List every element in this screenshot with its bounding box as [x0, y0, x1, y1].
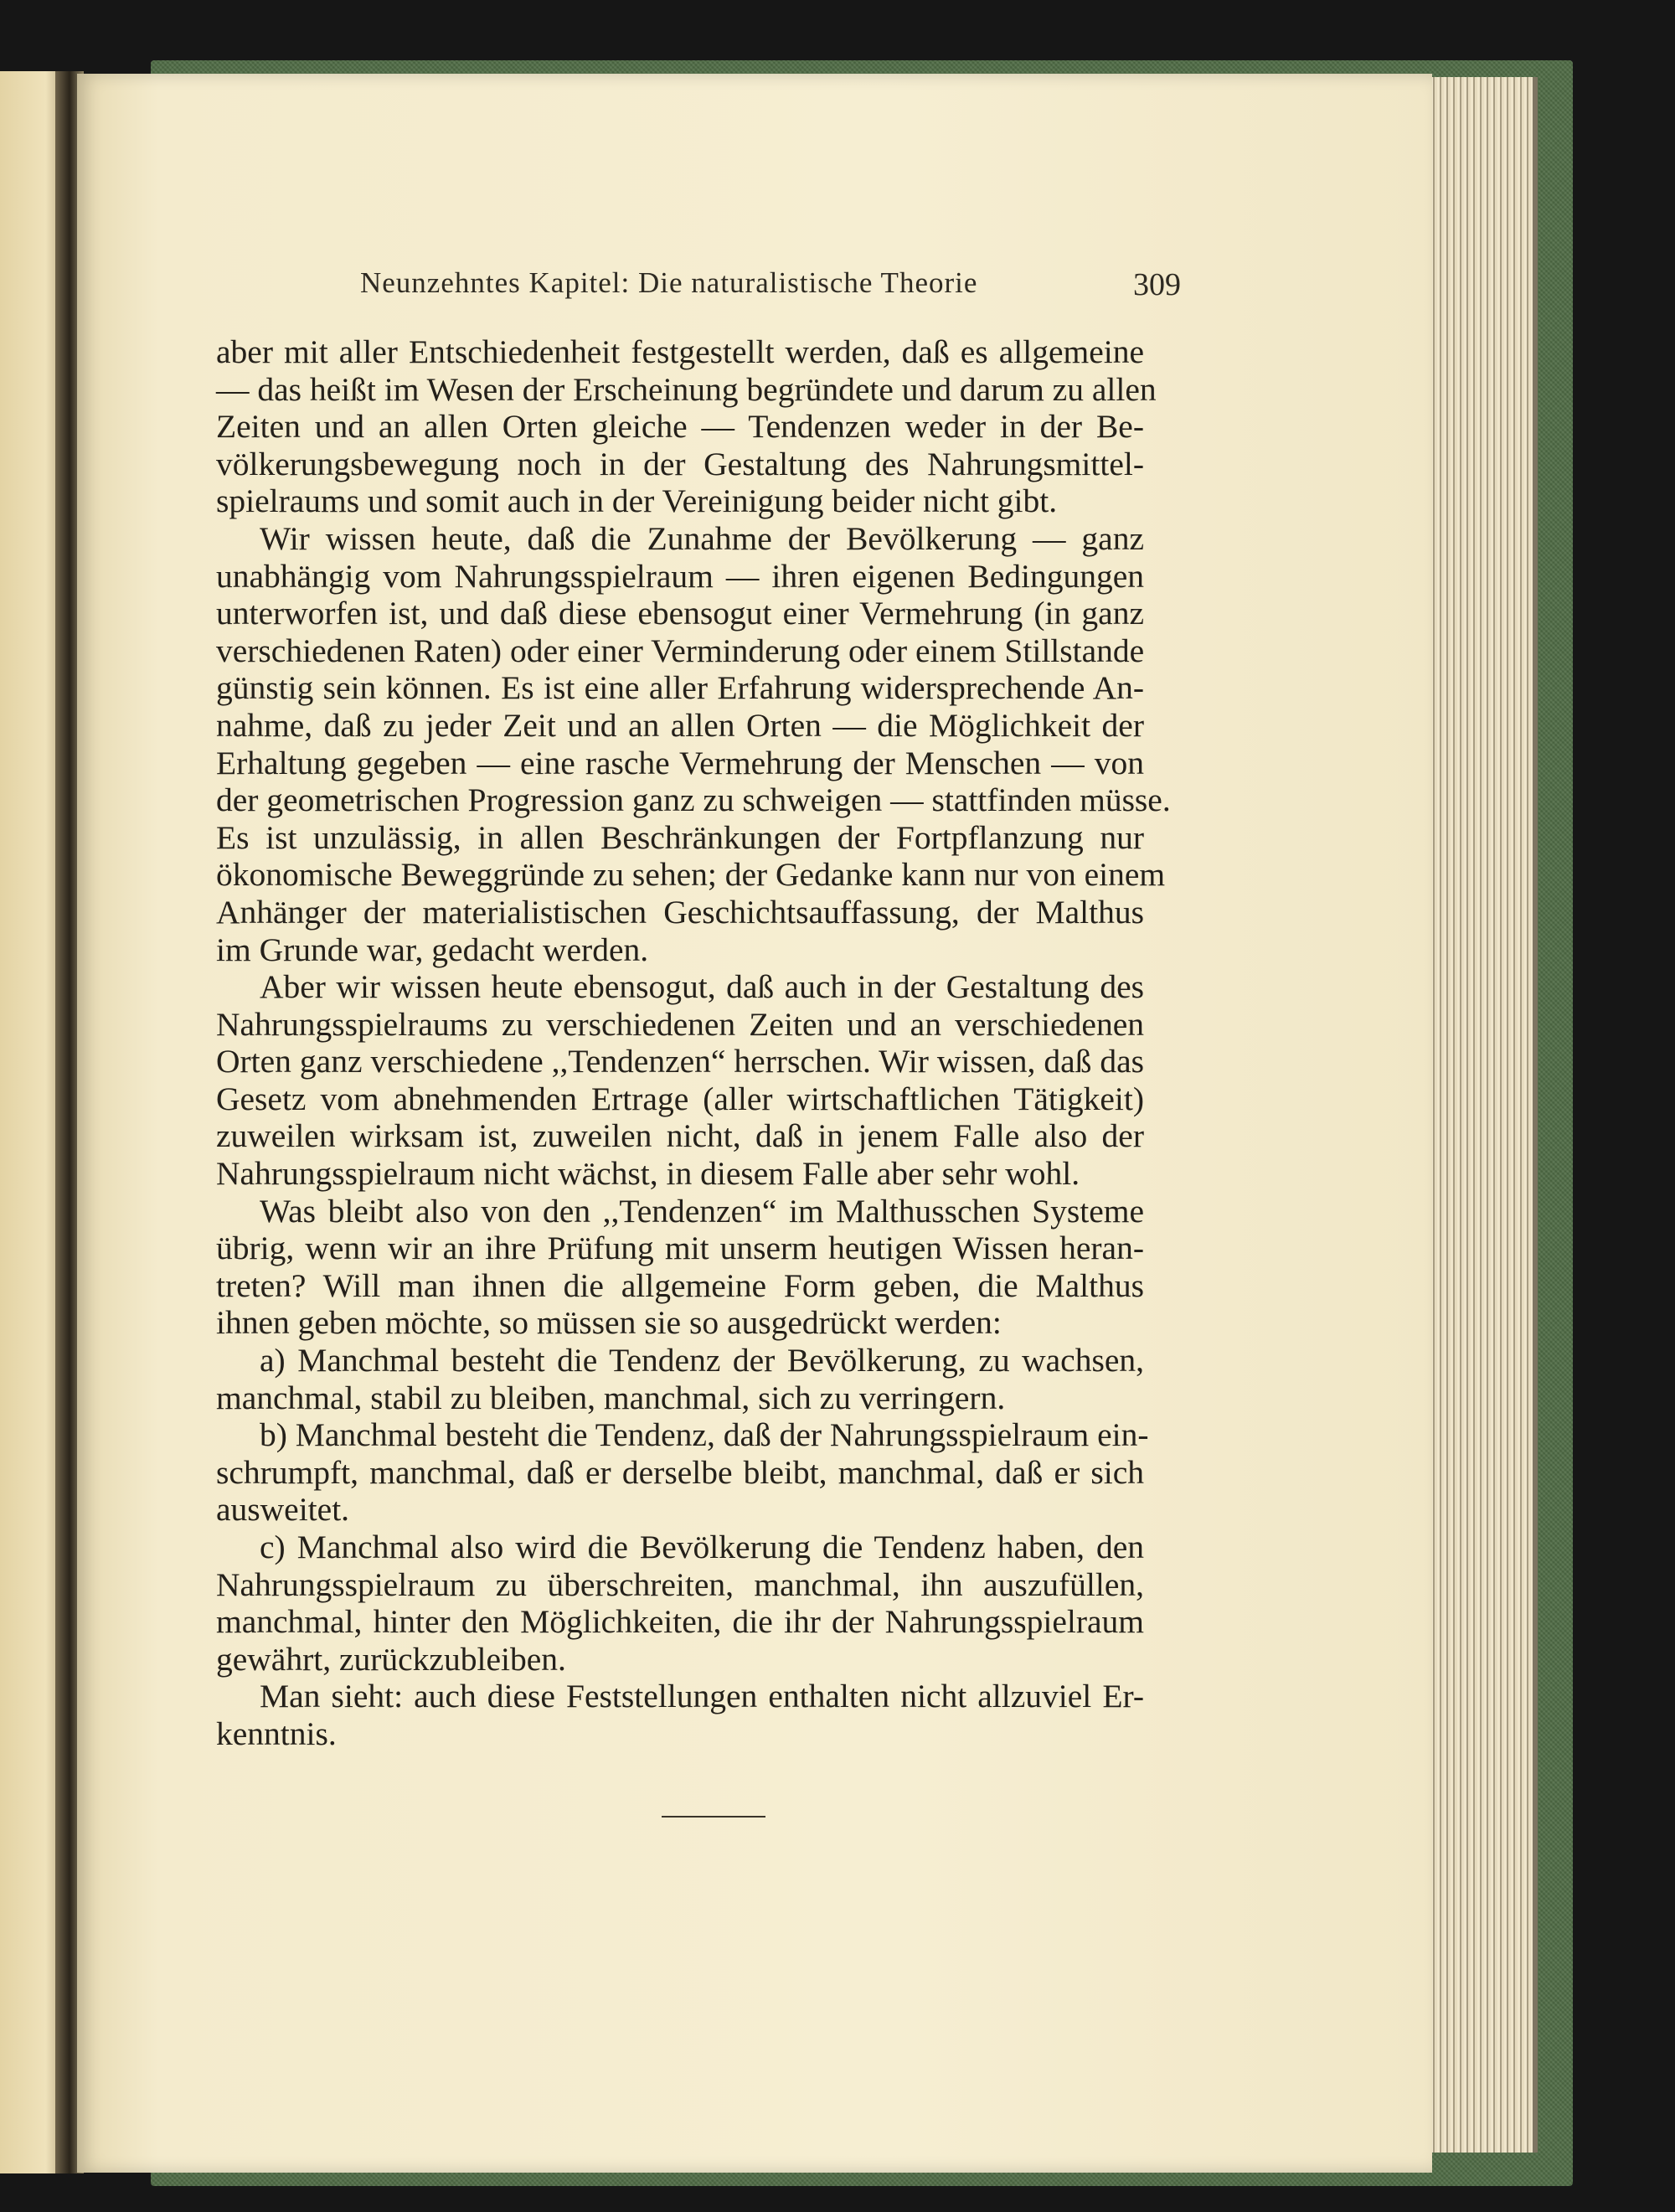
text-line: unabhängig vom Nahrungsspielraum — ihren eigenen Bedingungen — [216, 557, 1144, 595]
text-line: zuweilen wirksam ist, zuweilen nicht, daß in jenem Falle also der — [216, 1117, 1144, 1155]
text-line: Nahrungsspielraums zu verschiedenen Zeiten und an verschiedenen — [216, 1005, 1144, 1043]
text-line: ausweitet. — [216, 1491, 350, 1529]
text-line: ökonomische Beweggründe zu sehen; der Gedanke kann nur von einem — [216, 856, 1166, 894]
running-header — [360, 266, 1181, 313]
text-line: c) Manchmal also wird die Bevölkerung die Tendenz haben, den — [260, 1529, 1144, 1565]
text-line: kenntnis. — [216, 1714, 337, 1752]
text-line: Gesetz vom abnehmenden Ertrage (aller wirtschaftlichen Tätigkeit) — [216, 1080, 1144, 1117]
text-line: Wir wissen heute, daß die Zunahme der Bevölkerung — ganz — [260, 519, 1144, 557]
text-line: — das heißt im Wesen der Erscheinung begründete und darum zu allen — [216, 370, 1157, 408]
text-line: Nahrungsspielraum nicht wächst, in diesem Falle aber sehr wohl. — [216, 1155, 1080, 1193]
text-line: Zeiten und an allen Orten gleiche — Tendenzen weder in der Be- — [216, 408, 1144, 446]
text-line: im Grunde war, gedacht werden. — [216, 931, 649, 968]
text-line: a) Manchmal besteht die Tendenz der Bevölkerung, zu wachsen, — [260, 1342, 1144, 1379]
text-line: Aber wir wissen heute ebensogut, daß auch in der Gestaltung des — [260, 968, 1144, 1006]
text-line: gewährt, zurückzubleiben. — [216, 1640, 566, 1678]
page-block-edges — [1424, 77, 1538, 2153]
text-line: Orten ganz verschiedene ,,Tendenzen“ herrschen. Wir wissen, daß das — [216, 1043, 1144, 1080]
text-line: Anhänger der materialistischen Geschichtsauffassung, der Malthus — [216, 893, 1144, 931]
text-line: günstig sein können. Es ist eine aller Erfahrung widersprechende An- — [216, 669, 1144, 707]
text-line: übrig, wenn wir an ihre Prüfung mit unserm heutigen Wissen heran- — [216, 1230, 1144, 1267]
text-line: spielraums und somit auch in der Vereinigung beider nicht gibt. — [216, 482, 1058, 520]
text-line: schrumpft, manchmal, daß er derselbe bleibt, manchmal, daß er sich — [216, 1453, 1144, 1491]
text-line: völkerungsbewegung noch in der Gestaltung des Nahrungsmittel- — [216, 445, 1144, 482]
text-line: manchmal, stabil zu bleiben, manchmal, sich zu verringern. — [216, 1379, 1006, 1416]
text-line: verschiedenen Raten) oder einer Verminderung oder einem Stillstande — [216, 632, 1145, 669]
page-number: 309 — [1133, 267, 1181, 302]
running-title: Neunzehntes Kapitel: Die naturalistische Theorie — [360, 266, 978, 299]
text-line: Nahrungsspielraum zu überschreiten, manchmal, ihn auszufüllen, — [216, 1565, 1144, 1603]
text-line: aber mit aller Entschiedenheit festgestellt werden, daß es allgemeine — [216, 333, 1144, 370]
text-line: der geometrischen Progression ganz zu schweigen — stattfinden müsse. — [216, 781, 1171, 819]
section-end-rule — [662, 1816, 765, 1818]
text-line: manchmal, hinter den Möglichkeiten, die ihr der Nahrungsspielraum — [216, 1603, 1144, 1641]
text-line: b) Manchmal besteht die Tendenz, daß der Nahrungsspielraum ein- — [260, 1416, 1149, 1454]
text-line: Was bleibt also von den ,,Tendenzen“ im Malthusschen Systeme — [260, 1192, 1144, 1230]
text-line: treten? Will man ihnen die allgemeine Form geben, die Malthus — [216, 1266, 1144, 1304]
text-line: ihnen geben möchte, so müssen sie so ausgedrückt werden: — [216, 1304, 1002, 1342]
text-line: nahme, daß zu jeder Zeit und an allen Orten — die Möglichkeit der — [216, 706, 1144, 744]
body-text — [216, 333, 1171, 1753]
text-line: unterworfen ist, und daß diese ebensogut einer Vermehrung (in ganz — [216, 595, 1144, 632]
text-line: Erhaltung gegeben — eine rasche Vermehrung der Menschen — von — [216, 744, 1144, 781]
text-line: Es ist unzulässig, in allen Beschränkungen der Fortpflanzung nur — [216, 818, 1144, 856]
text-line: Man sieht: auch diese Feststellungen enthalten nicht allzuviel Er- — [260, 1678, 1144, 1715]
